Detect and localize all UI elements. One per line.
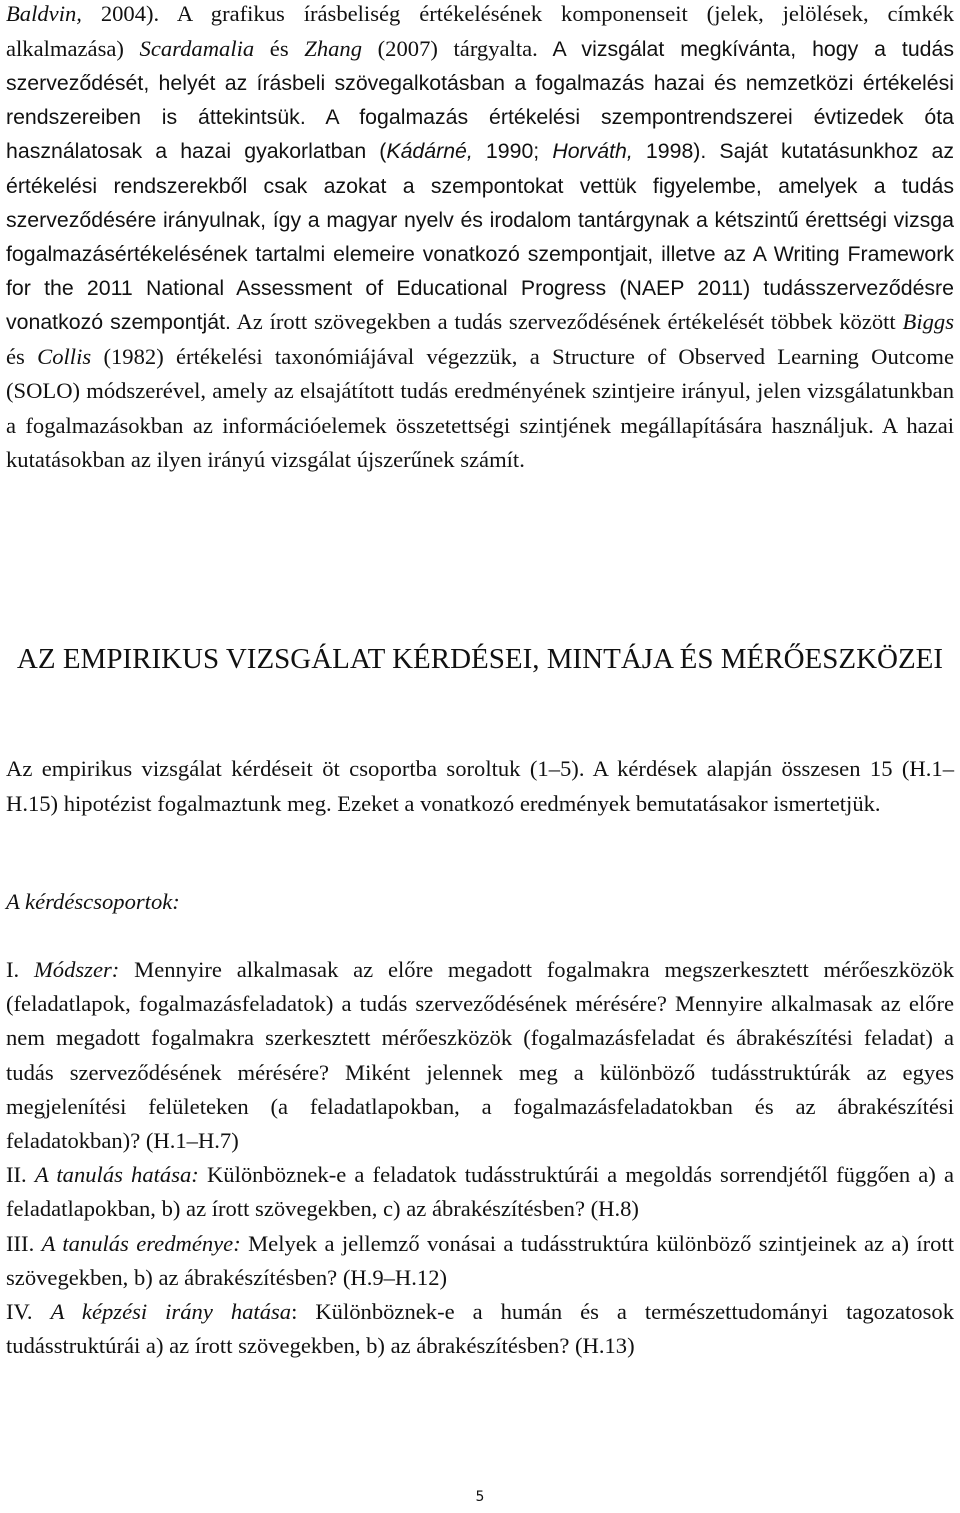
question-number: III. [6, 1230, 42, 1256]
paragraph-text: 2004). A grafikus írásbeliség értékelésének komponenseit (jelek, jelölések, címkék alkalmazása) [6, 1, 954, 61]
question-group [6, 953, 954, 1158]
citation-author: Biggs [902, 309, 954, 335]
question-label: A tanulás hatása: [34, 1162, 199, 1188]
paragraph-text: (1982) értékelési taxonómiájával végezzük, a Structure of Observed Learning Outcome (SOLO) módszerével, amely az elsajátított tudás eredményének szintjeire irányul, jelen vizsgálatunkban a fogalmazásokban az információelemek összetettségi szintjének megállapítására használjuk. A hazai kutatásokban az ilyen irányú vizsgálat újszerűnek számít. [6, 343, 954, 473]
question-label: A képzési irány hatása [50, 1299, 292, 1325]
paragraph-text: (2007) tárgyalta. [362, 35, 538, 61]
question-group [6, 1295, 954, 1363]
paragraph-text: A vizsgálat megkívánta, hogy a tudás szerveződését, helyét az írásbeli szövegalkotásban a fogalmazás hazai és nemzetközi értékelési rendszereiben is áttekintsük. A fogalmazás értékelési szempontrendszerei évtizedek óta használatosak a hazai gyakorlatban ( [6, 36, 955, 164]
question-groups [6, 953, 954, 1363]
question-group [6, 1158, 954, 1226]
question-text: Különböznek-e a feladatok tudásstruktúrái a megoldás sorrendjétől függően a) a feladatlapokban, b) az írott szövegekben, c) az ábrakészítésben? (H.8) [6, 1162, 954, 1222]
question-number: I. [6, 957, 34, 982]
question-text: Melyek a jellemző vonásai a tudásstruktúra különböző szintjeinek az a) írott szövegekben, b) az ábrakészítésben? (H.9–H.12) [6, 1230, 954, 1290]
paragraph-text: 1990; [472, 139, 553, 164]
citation-author: Kádárné, [386, 139, 473, 164]
question-text: : Különböznek-e a humán és a természettudományi tagozatosok tudásstruktúrái a) az írott szövegekben, b) az ábrakészítésben? (H.13) [6, 1299, 954, 1359]
citation-author: Scardamalia [139, 35, 255, 61]
section-paragraph: Az empirikus vizsgálat kérdéseit öt csoportba soroltuk (1–5). A kérdések alapján összesen 15 (H.1–H.15) hipotézist fogalmaztunk meg. Ezeket a vonatkozó eredmények bemutatásakor ismertetjük. [6, 756, 954, 816]
citation-author: Horváth, [552, 139, 633, 164]
citation-author: Baldvin, [6, 1, 82, 26]
citation-author: Zhang [304, 35, 363, 61]
question-number: IV. [6, 1299, 51, 1325]
paragraph-text: Az írott szövegekben a tudás szerveződésének értékelését többek között [230, 309, 903, 335]
question-group [6, 1227, 954, 1295]
intro-paragraph [6, 0, 954, 478]
paragraph-text: 1998). Saját kutatásunkhoz az értékelési rendszerekből csak azokat a szempontokat vettük figyelembe, amelyek a tudás szerveződésére irányulnak, így a magyar nyelv és irodalom tantárgynak a kétszintű érettségi vizsga fogalmazásértékelésének tartalmi elemeire vonatkozó szempontjait, illetve az A Writing Framework for the 2011 National Assessment of Educational Progress (NAEP 2011) tudásszerveződésre vonatkozó szempontját. [6, 139, 954, 335]
paragraph-text: és [254, 35, 305, 61]
question-text: Mennyire alkalmasak az előre megadott fogalmakra megszerkesztett mérőeszközök (feladatlapok, fogalmazásfeladatok) a tudás szerveződésének mérésére? Mennyire alkalmasak az előre nem megadott fogalmakra szerkesztett mérőeszközök (fogalmazásfeladat és ábrakészítési feladat) a tudás szerveződésének mérésére? Miként jelennek meg a különböző tudásstruktúrák az egyes megjelenítési felületeken (a feladatlapokban, a fogalmazásfeladatokban és az ábrakészítési feladatokban)? (H.1–H.7) [6, 957, 954, 1154]
citation-author: Collis [37, 343, 92, 369]
paragraph-text: és [6, 343, 38, 369]
page-number: 5 [475, 1489, 485, 1505]
subheading: A kérdéscsoportok: [6, 889, 180, 914]
section-heading: AZ EMPIRIKUS VIZSGÁLAT KÉRDÉSEI, MINTÁJA ÉS MÉRŐESZKÖZEI [16, 643, 944, 675]
question-label: A tanulás eredménye: [41, 1230, 241, 1256]
question-label: Módszer: [33, 957, 120, 982]
question-number: II. [6, 1162, 35, 1188]
